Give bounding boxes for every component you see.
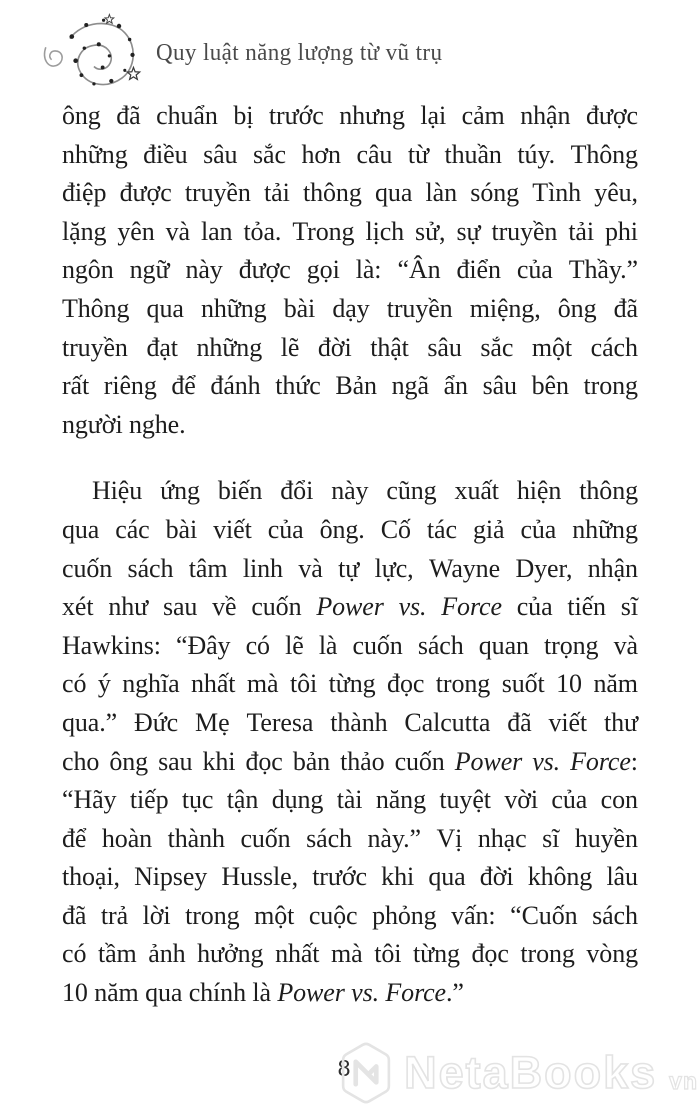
word: sĩ bbox=[542, 823, 560, 853]
word: năm bbox=[593, 669, 638, 699]
header-title: Quy luật năng lượng từ vũ trụ bbox=[156, 39, 443, 66]
word: giả bbox=[472, 514, 505, 544]
text-line bbox=[62, 743, 638, 782]
word: sách bbox=[592, 900, 638, 930]
text-line bbox=[62, 588, 638, 627]
word: được bbox=[585, 101, 638, 130]
word: Hawkins: bbox=[62, 630, 161, 660]
word: dạy bbox=[332, 293, 370, 323]
word: không bbox=[527, 862, 593, 892]
word: hiện bbox=[516, 476, 562, 506]
word: thật bbox=[370, 332, 409, 362]
paragraph bbox=[62, 472, 638, 1012]
word: biến bbox=[217, 476, 263, 506]
netabooks-watermark bbox=[338, 1040, 698, 1106]
word: nhưng bbox=[339, 101, 405, 130]
word: trước bbox=[268, 101, 324, 130]
word: cho bbox=[62, 746, 100, 776]
word: đã bbox=[613, 293, 638, 323]
word: thuần bbox=[444, 139, 502, 169]
word: đã bbox=[507, 707, 532, 737]
italic-text: Power vs. Force bbox=[277, 978, 446, 1008]
text-line bbox=[62, 174, 638, 213]
word: thông bbox=[579, 476, 638, 506]
text-line bbox=[62, 251, 638, 290]
word: vấn: bbox=[451, 900, 496, 930]
word: dụng bbox=[271, 785, 324, 815]
word: miệng, bbox=[469, 293, 541, 323]
word: lan bbox=[200, 216, 233, 246]
word: linh bbox=[242, 553, 283, 583]
word: được bbox=[238, 255, 291, 285]
word: bên bbox=[531, 371, 569, 401]
word: tuyệt bbox=[439, 785, 491, 815]
text-line bbox=[62, 704, 638, 743]
word: Teresa bbox=[246, 707, 314, 737]
word: xét bbox=[62, 592, 94, 622]
word: đời bbox=[479, 862, 514, 892]
word: Vị bbox=[436, 823, 463, 853]
word: Power bbox=[316, 592, 384, 622]
word: phi bbox=[605, 216, 638, 246]
word: nhất bbox=[275, 939, 320, 969]
word: tiếp bbox=[129, 785, 169, 815]
word: sau bbox=[158, 746, 193, 776]
word: viết bbox=[548, 707, 588, 737]
word: yên bbox=[117, 216, 155, 246]
word: lâu bbox=[606, 862, 638, 892]
word: tự bbox=[338, 553, 360, 583]
word: vs. bbox=[532, 746, 561, 776]
word: và bbox=[298, 553, 323, 583]
word: cảm bbox=[461, 101, 505, 130]
word: của bbox=[267, 514, 304, 544]
word: sâu bbox=[203, 139, 238, 169]
word: và bbox=[165, 216, 190, 246]
word: trong bbox=[435, 669, 491, 699]
word: hơn bbox=[301, 139, 341, 169]
word: trước bbox=[312, 862, 367, 892]
word: bị bbox=[233, 101, 254, 130]
word: sắc bbox=[480, 332, 514, 362]
word: cũng bbox=[386, 476, 437, 506]
word: Thông bbox=[62, 293, 130, 323]
word: qua.” bbox=[62, 707, 118, 737]
page-number: 8 bbox=[337, 1055, 351, 1081]
word: cuốn bbox=[240, 823, 291, 853]
word: Force: bbox=[570, 746, 638, 776]
word: cuốn bbox=[394, 746, 445, 776]
word: Cố bbox=[380, 514, 411, 544]
text-line bbox=[62, 367, 638, 406]
word: nhận bbox=[520, 101, 571, 130]
word: từ bbox=[407, 139, 429, 169]
text-line bbox=[62, 472, 638, 511]
word: xuất bbox=[454, 476, 499, 506]
word: lẽ bbox=[285, 630, 304, 660]
word: sách bbox=[306, 823, 352, 853]
word: túy. bbox=[517, 139, 555, 169]
word: lực, bbox=[374, 553, 414, 583]
word: sách bbox=[127, 553, 174, 583]
word: này.” bbox=[367, 823, 421, 853]
word: như bbox=[108, 592, 149, 622]
word: những bbox=[196, 332, 263, 362]
word: cuốn bbox=[62, 553, 113, 583]
word: của bbox=[551, 785, 588, 815]
word: đã bbox=[116, 101, 141, 130]
word: bài bbox=[283, 293, 316, 323]
text-line bbox=[62, 213, 638, 252]
word: những bbox=[572, 514, 638, 544]
word: riêng bbox=[103, 371, 157, 401]
word: truyền bbox=[184, 178, 251, 208]
word: điều bbox=[143, 139, 188, 169]
spiral-galaxy-icon bbox=[40, 12, 146, 94]
text-line bbox=[62, 665, 638, 704]
word: tầm bbox=[97, 939, 137, 969]
word: Nipsey bbox=[134, 862, 208, 892]
word: từng bbox=[413, 939, 460, 969]
word: tải bbox=[264, 178, 290, 208]
word: trong bbox=[185, 900, 240, 930]
word: ngôn bbox=[62, 255, 114, 285]
word: đã bbox=[62, 900, 87, 930]
word: lại bbox=[420, 101, 447, 130]
word: lịch bbox=[365, 216, 405, 246]
word: của bbox=[516, 255, 553, 285]
word: vòng bbox=[586, 939, 638, 969]
word: mà bbox=[246, 669, 279, 699]
word: hoàn bbox=[101, 823, 153, 853]
word: 10 bbox=[556, 669, 582, 699]
word: qua bbox=[428, 862, 466, 892]
word: tục bbox=[181, 785, 214, 815]
word: thư bbox=[603, 707, 638, 737]
word: sách bbox=[417, 630, 464, 660]
text-line bbox=[62, 627, 638, 666]
word: tác bbox=[426, 514, 457, 544]
word: đạt bbox=[146, 332, 178, 362]
word: tận bbox=[226, 785, 259, 815]
page-header bbox=[40, 10, 454, 96]
word: ẩn bbox=[443, 371, 468, 401]
word: “Cuốn bbox=[510, 900, 578, 930]
word: câu bbox=[356, 139, 393, 169]
word: truyền bbox=[62, 332, 128, 362]
text-line bbox=[62, 935, 638, 974]
word: Bản bbox=[335, 371, 377, 401]
word: Force bbox=[441, 592, 502, 622]
word: qua bbox=[375, 178, 413, 208]
word: khi bbox=[381, 862, 415, 892]
word: Wayne bbox=[428, 553, 501, 583]
word: đánh bbox=[210, 371, 261, 401]
word: nhận bbox=[587, 553, 638, 583]
word: ngã bbox=[391, 371, 429, 401]
word: Tình bbox=[532, 178, 582, 208]
word: Hussle, bbox=[221, 862, 298, 892]
paragraph bbox=[62, 97, 638, 444]
watermark-suffix: vn bbox=[669, 1067, 698, 1094]
word: trong bbox=[520, 939, 575, 969]
word: vs. bbox=[398, 592, 427, 622]
word: đọc bbox=[387, 669, 425, 699]
word: truyền bbox=[386, 293, 453, 323]
word: là: bbox=[355, 255, 382, 285]
word: có bbox=[62, 669, 87, 699]
text-line bbox=[62, 858, 638, 897]
word: sâu bbox=[482, 371, 517, 401]
word: để bbox=[62, 823, 87, 853]
word: được bbox=[119, 178, 172, 208]
word: điệp bbox=[62, 178, 107, 208]
word: từng bbox=[328, 669, 376, 699]
text-segment: người nghe. bbox=[62, 409, 186, 439]
text-line bbox=[62, 290, 638, 329]
word: truyền bbox=[491, 216, 558, 246]
word: suốt bbox=[501, 669, 545, 699]
word: thảo bbox=[340, 746, 385, 776]
text-line bbox=[62, 136, 638, 175]
word: này bbox=[331, 476, 369, 506]
word: Trong bbox=[292, 216, 355, 246]
word: trả bbox=[100, 900, 129, 930]
word: chuẩn bbox=[156, 101, 218, 130]
word: khi bbox=[202, 746, 236, 776]
text-line bbox=[62, 781, 638, 820]
word: để bbox=[171, 371, 196, 401]
text-line bbox=[62, 897, 638, 936]
word: thành bbox=[330, 707, 388, 737]
word: cuốn bbox=[251, 592, 302, 622]
word: ông bbox=[109, 746, 149, 776]
word: trọng bbox=[544, 630, 599, 660]
word: sĩ bbox=[620, 592, 638, 622]
word: tâm bbox=[188, 553, 228, 583]
word: cuộc bbox=[308, 900, 358, 930]
word: ông bbox=[557, 293, 597, 323]
word: một bbox=[254, 900, 295, 930]
word: huyền bbox=[574, 823, 638, 853]
word: điển bbox=[456, 255, 501, 285]
word: là bbox=[318, 630, 338, 660]
word: quan bbox=[478, 630, 529, 660]
word: con bbox=[600, 785, 638, 815]
word: sử, bbox=[415, 216, 446, 246]
word: Calcutta bbox=[404, 707, 491, 737]
word: một bbox=[531, 332, 573, 362]
word: sau bbox=[162, 592, 198, 622]
word: đời bbox=[317, 332, 352, 362]
word: yêu, bbox=[594, 178, 638, 208]
text-segment: 10 năm qua chính là bbox=[62, 978, 278, 1008]
watermark-brand: NetaBooks bbox=[404, 1047, 658, 1098]
word: đọc bbox=[245, 746, 283, 776]
word: qua bbox=[62, 514, 100, 544]
word: làn bbox=[425, 178, 458, 208]
text-line bbox=[62, 97, 638, 136]
word: tôi bbox=[374, 939, 402, 969]
word: của bbox=[520, 514, 557, 544]
word: sắc bbox=[253, 139, 286, 169]
word: tôi bbox=[289, 669, 318, 699]
word: tỏa. bbox=[243, 216, 282, 246]
text-line bbox=[62, 329, 638, 368]
body-text bbox=[62, 97, 638, 1013]
word: lặng bbox=[62, 216, 107, 246]
word: “Đây bbox=[176, 630, 231, 660]
word: vời bbox=[504, 785, 538, 815]
word: ông. bbox=[319, 514, 365, 544]
word: trong bbox=[583, 371, 638, 401]
word: tải bbox=[568, 216, 594, 246]
word: những bbox=[62, 139, 128, 169]
word: rất bbox=[62, 371, 90, 401]
word: sóng bbox=[470, 178, 520, 208]
text-line bbox=[62, 974, 638, 1013]
word: Hiệu bbox=[92, 476, 143, 506]
word: cách bbox=[590, 332, 638, 362]
word: “Ân bbox=[397, 255, 441, 285]
hexagon-n-icon bbox=[338, 1040, 394, 1106]
word: các bbox=[115, 514, 150, 544]
word: lẽ bbox=[280, 332, 300, 362]
word: sự bbox=[456, 216, 481, 246]
word: đọc bbox=[471, 939, 509, 969]
text-line bbox=[62, 550, 638, 589]
word: cuốn bbox=[352, 630, 403, 660]
word: qua bbox=[146, 293, 184, 323]
word: ứng bbox=[160, 476, 200, 506]
word: “Hãy bbox=[62, 785, 117, 815]
word: nghĩa bbox=[122, 669, 180, 699]
word: ngữ bbox=[129, 255, 170, 285]
word: năng bbox=[375, 785, 426, 815]
word: Thông bbox=[570, 139, 638, 169]
word: ảnh bbox=[148, 939, 186, 969]
text-segment: .” bbox=[446, 978, 464, 1008]
word: Đức bbox=[134, 707, 179, 737]
word: về bbox=[212, 592, 237, 622]
word: phỏng bbox=[372, 900, 437, 930]
word: này bbox=[185, 255, 223, 285]
text-line bbox=[62, 820, 638, 859]
word: thông bbox=[303, 178, 362, 208]
word: ý bbox=[97, 669, 111, 699]
word: gọi bbox=[306, 255, 340, 285]
word: thành bbox=[167, 823, 225, 853]
word: thoại, bbox=[62, 862, 120, 892]
word: viết bbox=[213, 514, 252, 544]
word: thức bbox=[275, 371, 321, 401]
word: có bbox=[245, 630, 270, 660]
word: bản bbox=[292, 746, 331, 776]
word: có bbox=[62, 939, 87, 969]
word: Power bbox=[454, 746, 523, 776]
word: những bbox=[200, 293, 267, 323]
word: của bbox=[516, 592, 553, 622]
text-line bbox=[62, 406, 638, 445]
word: nhất bbox=[191, 669, 236, 699]
word: Mẹ bbox=[195, 707, 230, 737]
word: bài bbox=[165, 514, 198, 544]
word: Dyer, bbox=[515, 553, 573, 583]
word: tiến bbox=[567, 592, 606, 622]
word: và bbox=[613, 630, 638, 660]
word: mà bbox=[331, 939, 363, 969]
word: hưởng bbox=[197, 939, 264, 969]
word: ông bbox=[62, 101, 101, 130]
word: lời bbox=[142, 900, 171, 930]
text-line bbox=[62, 511, 638, 550]
word: Thầy.” bbox=[568, 255, 638, 285]
word: đổi bbox=[280, 476, 314, 506]
word: sâu bbox=[427, 332, 462, 362]
word: nhạc bbox=[477, 823, 527, 853]
word: tài bbox=[336, 785, 363, 815]
